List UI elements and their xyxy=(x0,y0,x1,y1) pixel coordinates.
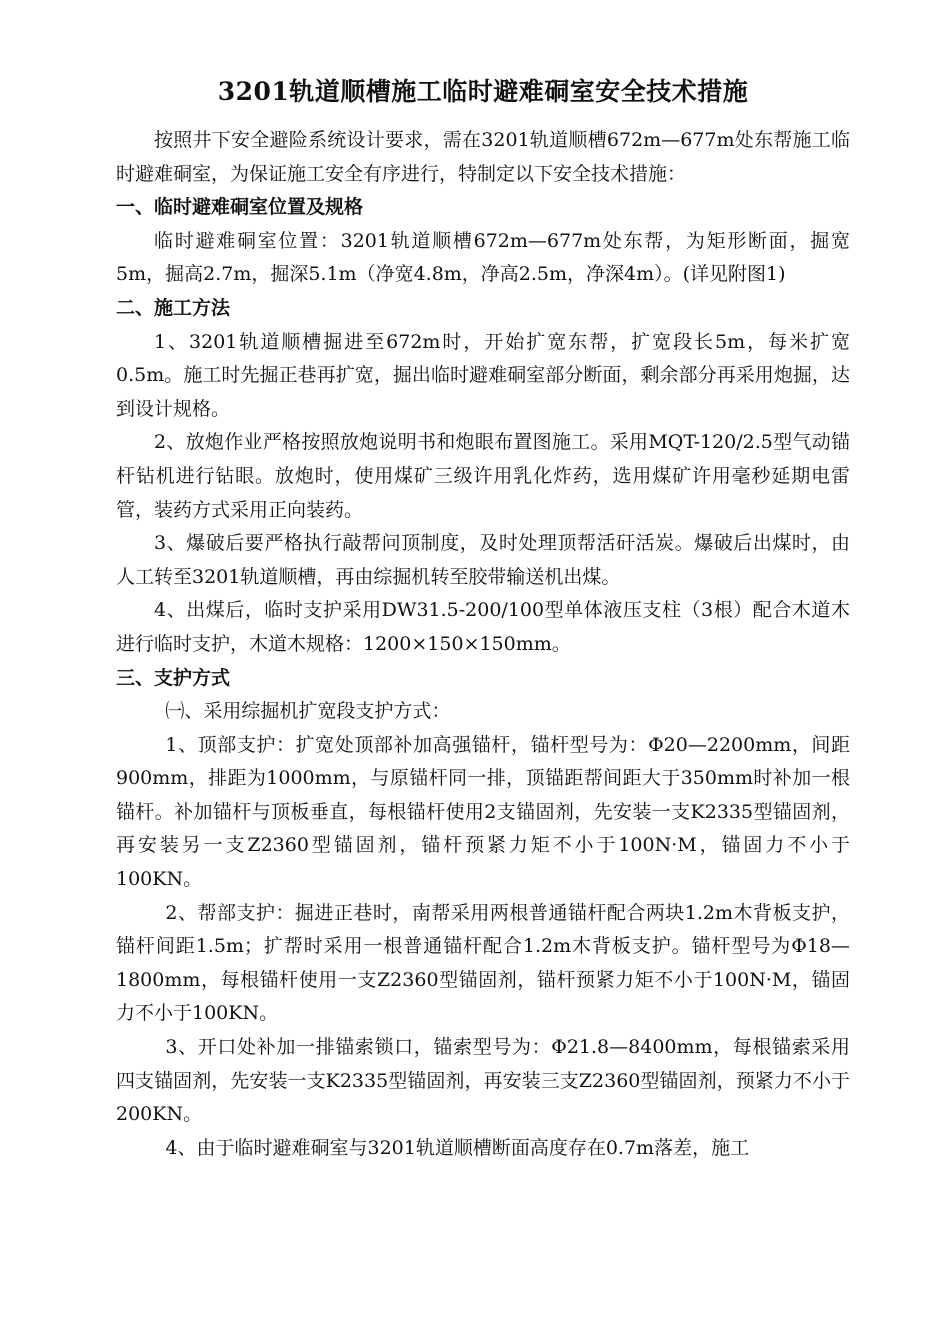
section-3-subheading: ㈠、采用综掘机扩宽段支护方式： xyxy=(165,700,451,723)
section-2-heading: 二、施工方法 xyxy=(116,296,231,319)
section-3-item-1: 1、顶部支护：扩宽处顶部补加高强锚杆，锚杆型号为：Φ20—2200mm，间距900mm，排距为1000mm，与原锚杆同一排，顶锚距帮间距大于350mm时补加一根锚杆。补加锚杆与顶板垂直，每根锚杆使用2支锚固剂，先安装一支K2335型锚固剂，再安装另一支Z2360型锚固剂，锚杆预紧力矩不小于100N·M，锚固力不小于100KN。 xyxy=(116,733,850,891)
section-2-item-4: 4、出煤后，临时支护采用DW31.5-200/100型单体液压支柱（3根）配合木道木进行临时支护，木道木规格：1200×150×150mm。 xyxy=(116,599,850,655)
section-3-item-2: 2、帮部支护：掘进正巷时，南帮采用两根普通锚杆配合两块1.2m木背板支护，锚杆间距1.5m；扩帮时采用一根普通锚杆配合1.2m木背板支护。锚杆型号为Φ18—1800mm，每根锚杆使用一支Z2360型锚固剂，锚杆预紧力矩不小于100N·M，锚固力不小于100KN。 xyxy=(116,901,850,1025)
section-1-heading: 一、临时避难硐室位置及规格 xyxy=(116,196,364,219)
intro-paragraph: 按照井下安全避险系统设计要求，需在3201轨道顺槽672m—677m处东帮施工临时避难硐室，为保证施工安全有序进行，特制定以下安全技术措施： xyxy=(116,129,850,185)
section-3-item-4: 4、由于临时避难硐室与3201轨道顺槽断面高度存在0.7m落差，施工 xyxy=(165,1136,750,1159)
section-3-heading: 三、支护方式 xyxy=(116,666,231,689)
document-page xyxy=(116,70,850,1165)
section-1-paragraph: 临时避难硐室位置：3201轨道顺槽672m—677m处东帮，为矩形断面，掘宽5m，掘高2.7m，掘深5.1m（净宽4.8m，净高2.5m，净深4m）。(详见附图1) xyxy=(116,229,850,286)
section-2-item-2: 2、放炮作业严格按照放炮说明书和炮眼布置图施工。采用MQT-120/2.5型气动锚杆钻机进行钻眼。放炮时，使用煤矿三级许用乳化炸药，选用煤矿许用毫秒延期电雷管，装药方式采用正向装药。 xyxy=(116,431,850,521)
section-2-item-3: 3、爆破后要严格执行敲帮问顶制度，及时处理顶帮活矸活炭。爆破后出煤时，由人工转至3201轨道顺槽，再由综掘机转至胶带输送机出煤。 xyxy=(116,532,850,588)
section-2-item-1: 1、3201轨道顺槽掘进至672m时，开始扩宽东帮，扩宽段长5m，每米扩宽0.5m。施工时先掘正巷再扩宽，掘出临时避难硐室部分断面，剩余部分再采用炮掘，达到设计规格。 xyxy=(116,330,850,420)
document-title: 3201轨道顺槽施工临时避难硐室安全技术措施 xyxy=(217,77,749,106)
section-3-item-3: 3、开口处补加一排锚索锁口，锚索型号为：Φ21.8—8400mm，每根锚索采用四支锚固剂，先安装一支K2335型锚固剂，再安装三支Z2360型锚固剂，预紧力不小于200KN。 xyxy=(116,1036,850,1126)
